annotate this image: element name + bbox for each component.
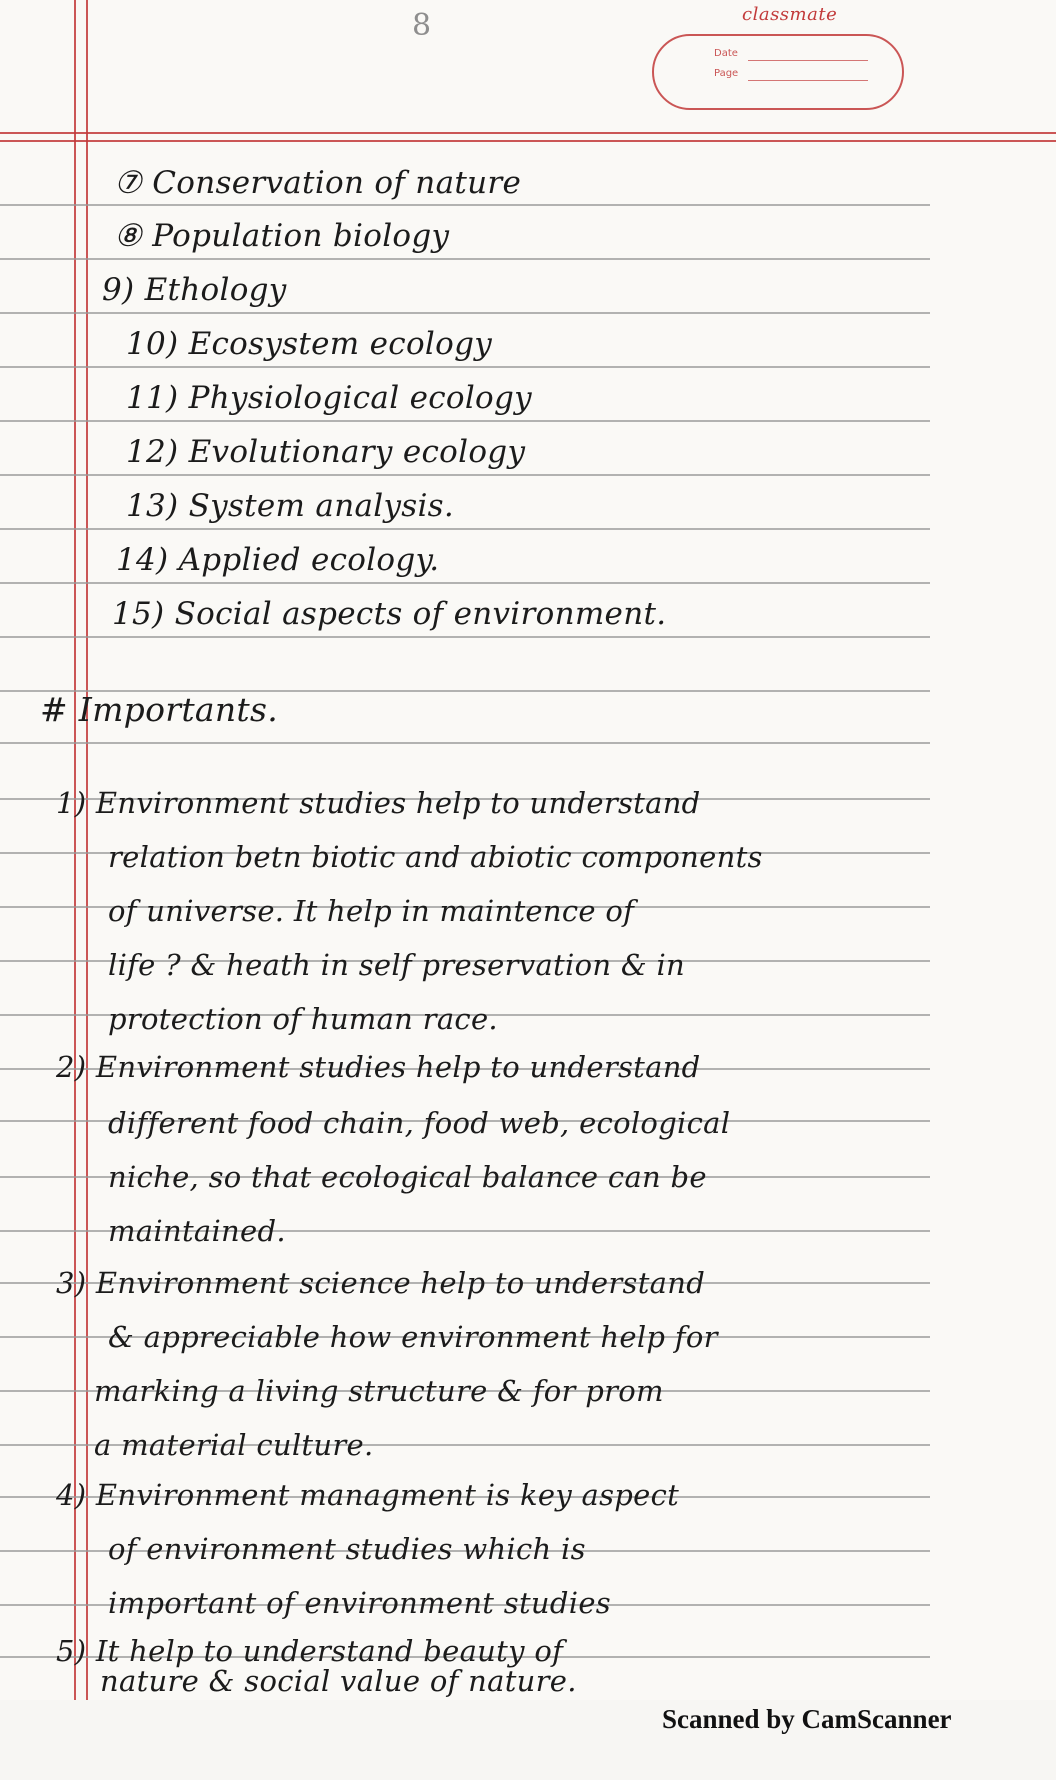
- ruled-line: [0, 636, 930, 638]
- point-line: 5) It help to understand beauty of: [56, 1634, 564, 1668]
- ruled-line: [0, 420, 930, 422]
- point-line: a material culture.: [94, 1428, 374, 1462]
- list-item: 15) Social aspects of environment.: [112, 596, 667, 632]
- ruled-line: [0, 258, 930, 260]
- ruled-line: [0, 474, 930, 476]
- section-heading: # Importants.: [40, 690, 279, 729]
- list-item: 12) Evolutionary ecology: [126, 434, 526, 470]
- ruled-line: [0, 366, 930, 368]
- brand-logo: classmate: [742, 4, 838, 25]
- point-line: marking a living structure & for prom: [94, 1374, 664, 1408]
- point-line: 1) Environment studies help to understand: [56, 786, 701, 820]
- page-line: [748, 80, 868, 81]
- scanner-watermark: Scanned by CamScanner: [662, 1704, 952, 1734]
- point-line: important of environment studies: [108, 1586, 611, 1620]
- point-line: niche, so that ecological balance can be: [108, 1160, 707, 1194]
- page-number: 8: [412, 8, 432, 43]
- point-line: different food chain, food web, ecological: [108, 1106, 731, 1140]
- point-line: 4) Environment managment is key aspect: [56, 1478, 680, 1512]
- list-item: ⑧ Population biology: [114, 218, 450, 254]
- list-item: ⑦ Conservation of nature: [114, 165, 522, 201]
- point-line: life ? & heath in self preservation & in: [108, 948, 686, 982]
- page-label: Page: [714, 68, 739, 79]
- point-line: 2) Environment studies help to understand: [56, 1050, 701, 1084]
- point-line: protection of human race.: [108, 1002, 498, 1036]
- date-line: [748, 60, 868, 61]
- point-line: & appreciable how environment help for: [108, 1320, 718, 1354]
- point-line: relation betn biotic and abiotic components: [108, 840, 763, 874]
- date-label: Date: [714, 48, 738, 59]
- ruled-line: [0, 528, 930, 530]
- ruled-line: [0, 742, 930, 744]
- ruled-line: [0, 582, 930, 584]
- list-item: 10) Ecosystem ecology: [126, 326, 493, 362]
- point-line: of environment studies which is: [108, 1532, 586, 1566]
- top-red-line: [0, 132, 1056, 134]
- date-page-stamp: [652, 34, 904, 110]
- list-item: 9) Ethology: [102, 272, 287, 308]
- list-item: 14) Applied ecology.: [116, 542, 440, 578]
- list-item: 13) System analysis.: [126, 488, 455, 524]
- point-line: of universe. It help in maintence of: [108, 894, 635, 928]
- ruled-line: [0, 312, 930, 314]
- point-line: nature & social value of nature.: [100, 1664, 577, 1698]
- list-item: 11) Physiological ecology: [126, 380, 532, 416]
- top-red-line-2: [0, 140, 1056, 142]
- point-line: 3) Environment science help to understand: [56, 1266, 706, 1300]
- ruled-line: [0, 204, 930, 206]
- point-line: maintained.: [108, 1214, 286, 1248]
